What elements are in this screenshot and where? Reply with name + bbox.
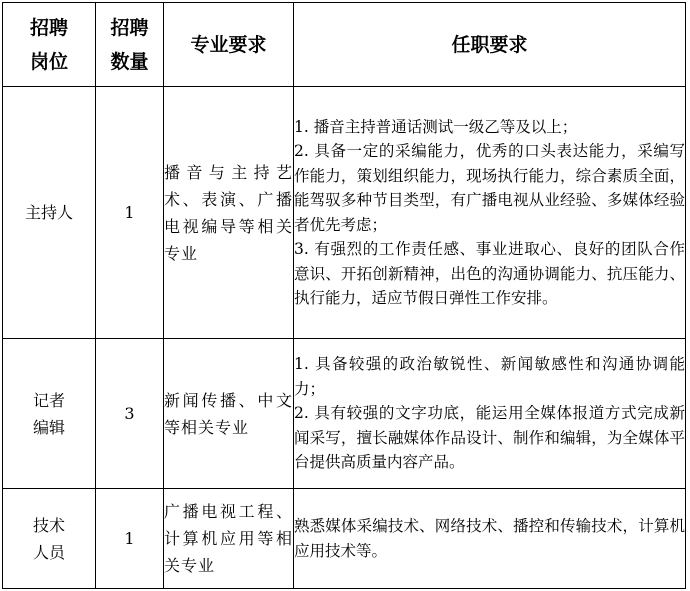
table-row	[3, 489, 686, 589]
requirement-item: 1. 播音主持普通话测试一级乙等及以上；	[294, 117, 578, 136]
table-row	[3, 87, 686, 339]
count-cell: 3	[96, 339, 164, 489]
requirement-item: 2. 具备一定的采编能力，优秀的口头表达能力，采编写作能力，策划组织能力，现场执行能力，综合素质全面，能驾驭多种节目类型，有广播电视从业经验、多媒体经验者优先考虑；	[294, 142, 685, 234]
header-position-line-2: 岗位	[29, 50, 68, 73]
header-position-line-1: 招聘	[29, 16, 68, 39]
header-major: 专业要求	[164, 3, 294, 87]
header-count	[96, 3, 164, 87]
header-count-line-2: 数量	[110, 50, 149, 73]
major-cell: 新闻传播、中文等相关专业	[164, 339, 294, 489]
position-line: 编辑	[32, 417, 65, 437]
position-cell	[3, 339, 96, 489]
requirement-item: 2. 具有较强的文字功底，能运用全媒体报道方式完成新闻采写，擅长融媒体作品设计、制作和编辑，为全媒体平台提供高质量内容产品。	[294, 404, 685, 472]
requirements-cell	[294, 339, 686, 489]
header-requirements: 任职要求	[294, 3, 686, 87]
position-line: 主持人	[24, 203, 73, 222]
position-line: 技术	[32, 515, 65, 535]
requirement-item: 1. 具备较强的政治敏锐性、新闻敏感性和沟通协调能力；	[294, 355, 685, 398]
position-cell	[3, 489, 96, 589]
requirement-item: 熟悉媒体采编技术、网络技术、播控和传输技术，计算机应用技术等。	[294, 517, 685, 560]
requirement-item: 3. 有强烈的工作责任感、事业进取心、良好的团队合作意识、开拓创新精神，出色的沟通协调能力、抗压能力、执行能力，适应节假日弹性工作安排。	[294, 240, 685, 307]
recruitment-table	[2, 2, 686, 589]
position-cell	[3, 87, 96, 339]
table-row	[3, 339, 686, 489]
position-line: 记者	[32, 390, 65, 410]
count-cell: 1	[96, 87, 164, 339]
header-position	[3, 3, 96, 87]
position-line: 人员	[32, 542, 65, 562]
requirements-cell	[294, 87, 686, 339]
major-cell: 播音与主持艺术、表演、广播电视编导等相关专业	[164, 87, 294, 339]
header-row	[3, 3, 686, 87]
header-count-line-1: 招聘	[110, 16, 149, 39]
count-cell: 1	[96, 489, 164, 589]
major-cell: 广播电视工程、计算机应用等相关专业	[164, 489, 294, 589]
requirements-cell	[294, 489, 686, 589]
